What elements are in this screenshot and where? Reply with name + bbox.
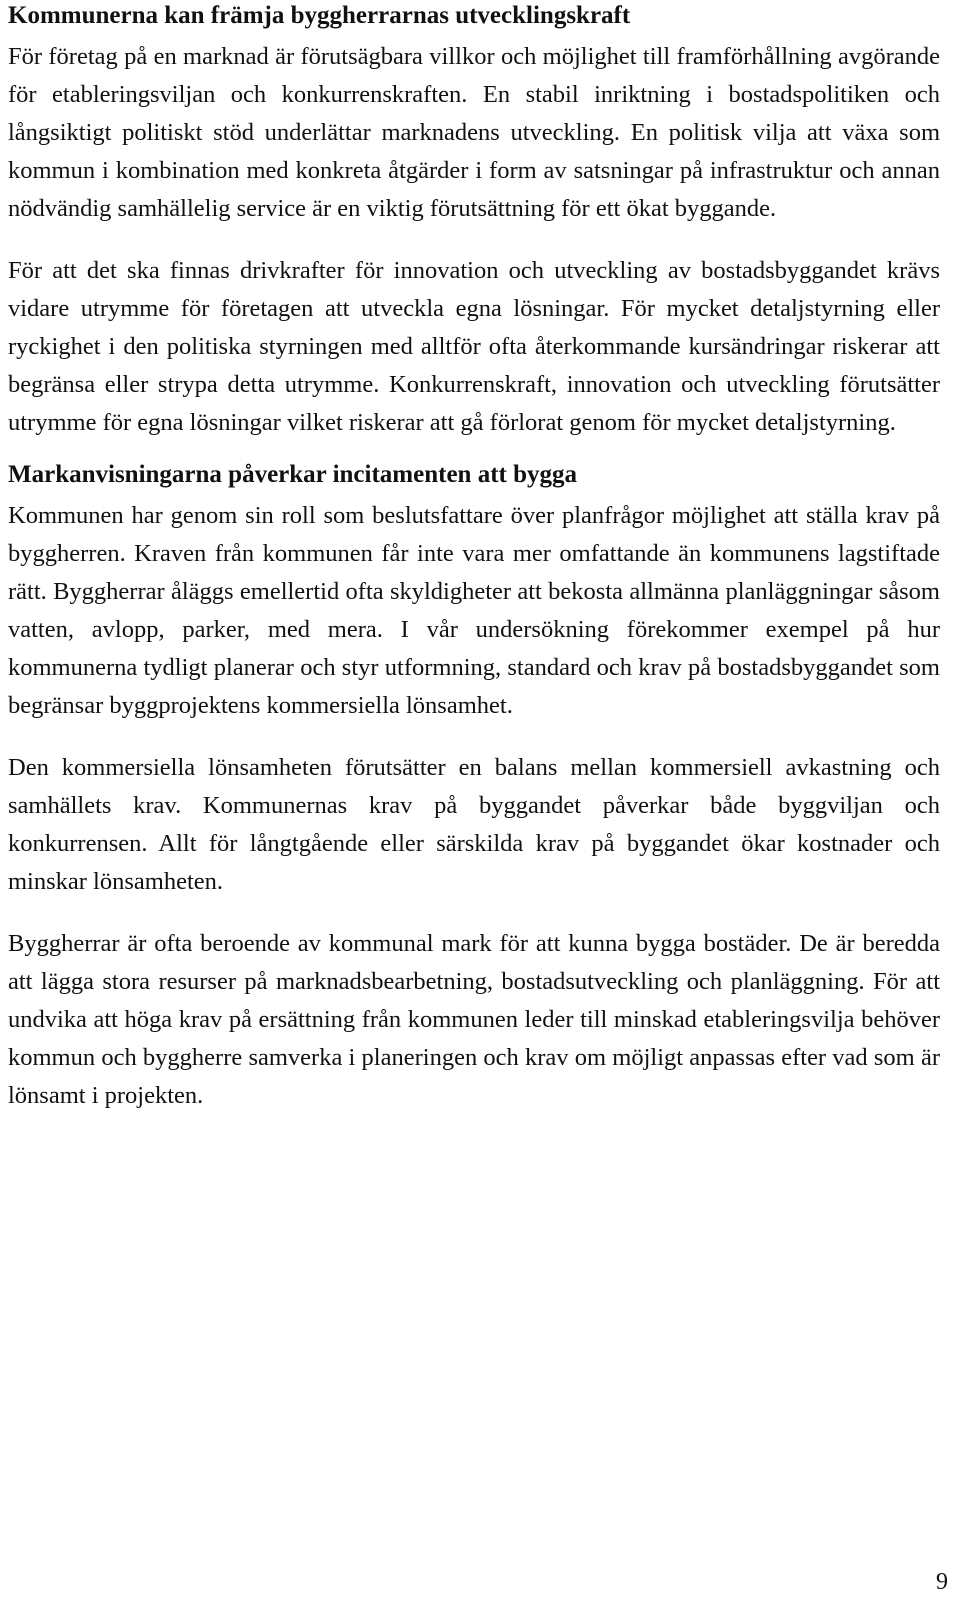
paragraph-3: Kommunen har genom sin roll som beslutsfattare över planfrågor möjlighet att ställa krav på byggherren. Kraven från kommunen får inte vara mer omfattande än kommunens lagstiftade rätt. Byggherrar åläggs emellertid ofta skyldigheter att bekosta allmänna planläggningar såsom vatten, avlopp, parker, med mera. I vår undersökning förekommer exempel på hur kommunerna tydligt planerar och styr utformning, standard och krav på bostadsbyggandet som begränsar byggprojektens kommersiella lönsamhet. <box>8 502 940 719</box>
paragraph-4: Den kommersiella lönsamheten förutsätter en balans mellan kommersiell avkastning och samhällets krav. Kommunernas krav på byggandet påverkar både byggviljan och konkurrensen. Allt för långtgående eller särskilda krav på byggandet ökar kostnader och minskar lönsamheten. <box>8 754 940 895</box>
paragraph-5: Byggherrar är ofta beroende av kommunal mark för att kunna bygga bostäder. De är beredda att lägga stora resurser på marknadsbearbetning, bostadsutveckling och planläggning. För att undvika att höga krav på ersättning från kommunen leder till minskad etableringsvilja behöver kommun och byggherre samverka i planeringen och krav om möjligt anpassas efter vad som är lönsamt i projekten. <box>8 930 940 1109</box>
page-number: 9 <box>936 1569 948 1595</box>
document-page <box>8 0 940 1115</box>
section-heading-2: Markanvisningarna påverkar incitamenten att bygga <box>8 461 577 488</box>
section-heading-1: Kommunerna kan främja byggherrarnas utvecklingskraft <box>8 2 631 29</box>
paragraph-2: För att det ska finnas drivkrafter för innovation och utveckling av bostadsbyggandet krävs vidare utrymme för företagen att utveckla egna lösningar. För mycket detaljstyrning eller ryckighet i den politiska styrningen med alltför ofta återkommande kursändringar riskerar att begränsa eller strypa detta utrymme. Konkurrenskraft, innovation och utveckling förutsätter utrymme för egna lösningar vilket riskerar att gå förlorat genom för mycket detaljstyrning. <box>8 257 940 436</box>
paragraph-1: För företag på en marknad är förutsägbara villkor och möjlighet till framförhållning avgörande för etableringsviljan och konkurrenskraften. En stabil inriktning i bostadspolitiken och långsiktigt politiskt stöd underlättar marknadens utveckling. En politisk vilja att växa som kommun i kombination med konkreta åtgärder i form av satsningar på infrastruktur och annan nödvändig samhällelig service är en viktig förutsättning för ett ökat byggande. <box>8 43 940 222</box>
